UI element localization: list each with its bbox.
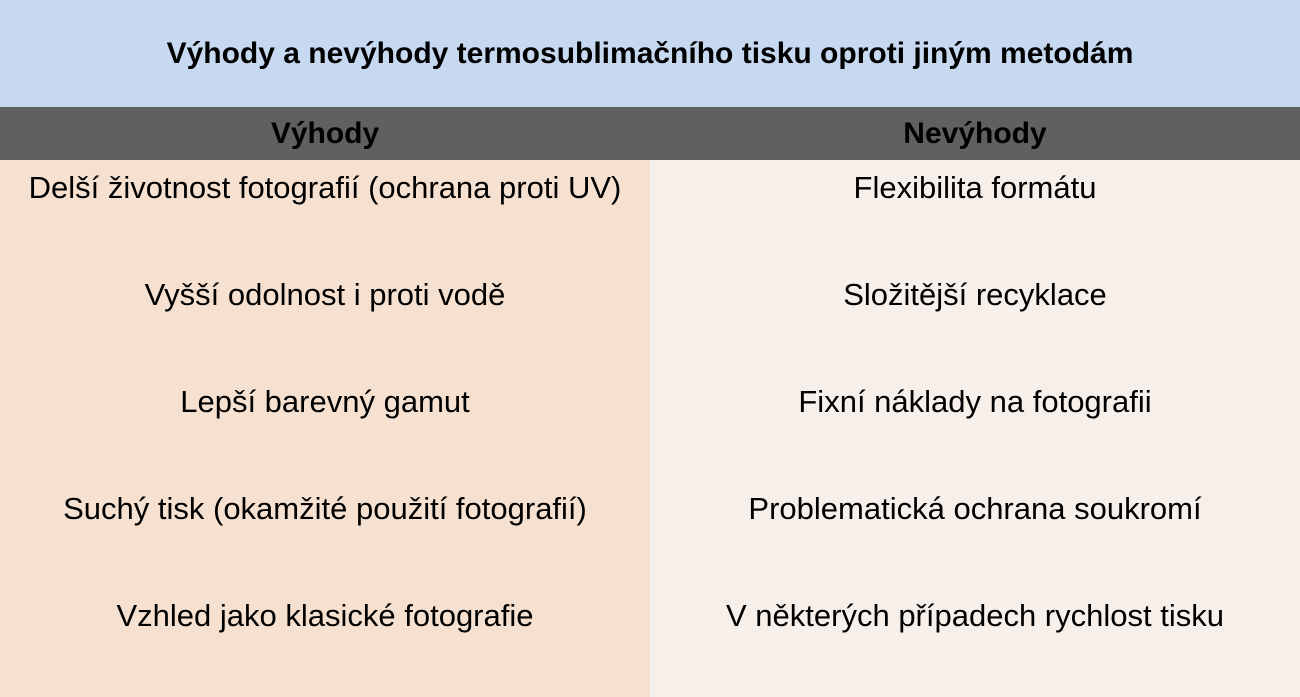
table-header-row [0, 107, 1300, 160]
advantages-column [0, 160, 650, 697]
disadvantages-column [650, 160, 1300, 697]
advantage-item: Vyšší odolnost i proti vodě [144, 277, 506, 312]
disadvantage-item: Flexibilita formátu [853, 170, 1097, 205]
advantage-item: Delší životnost fotografií (ochrana proti UV) [28, 170, 622, 205]
header-advantages: Výhody [270, 116, 380, 150]
advantage-item: Vzhled jako klasické fotografie [116, 598, 534, 633]
advantage-item: Suchý tisk (okamžité použití fotografií) [63, 491, 587, 526]
disadvantage-item: V některých případech rychlost tisku [726, 598, 1224, 633]
advantage-item: Lepší barevný gamut [180, 384, 470, 419]
header-disadvantages: Nevýhody [903, 116, 1047, 150]
disadvantage-item: Fixní náklady na fotografii [798, 384, 1152, 419]
title-bar [0, 0, 1300, 107]
disadvantage-item: Složitější recyklace [843, 277, 1107, 312]
disadvantage-item: Problematická ochrana soukromí [748, 491, 1202, 526]
table-body [0, 160, 1300, 697]
page-title: Výhody a nevýhody termosublimačního tisku oproti jiným metodám [166, 36, 1134, 70]
